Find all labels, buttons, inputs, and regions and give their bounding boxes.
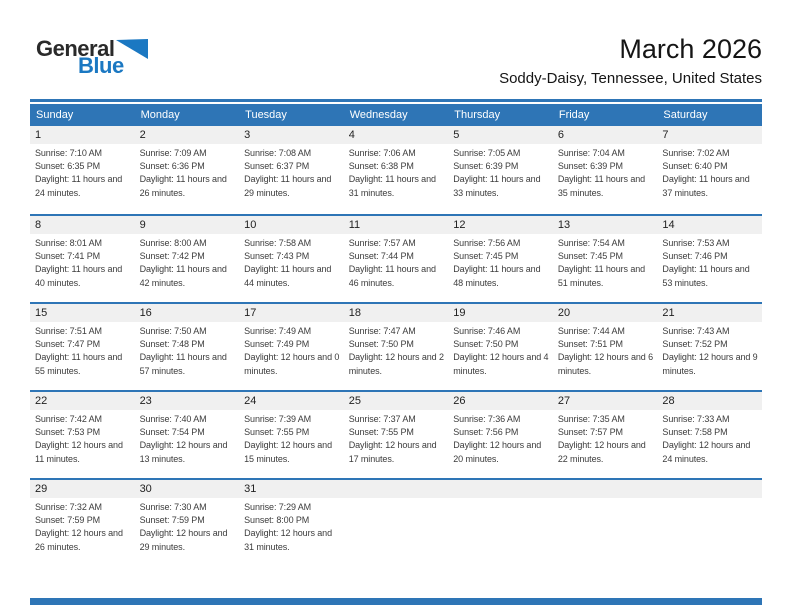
daylight-text: Daylight: 11 hours and 31 minutes. [348,174,436,198]
day-cell [239,126,344,214]
day-details [239,322,344,378]
sunrise-text: Sunrise: 7:57 AM [348,238,416,248]
day-number: 21 [657,304,762,322]
day-details [448,234,553,290]
sunset-text: Sunset: 7:42 PM [139,251,205,262]
day-number: 29 [30,480,135,498]
day-number: 9 [135,216,240,234]
day-number: 17 [239,304,344,322]
day-details [657,234,762,290]
sunrise-text: Sunrise: 7:33 AM [662,414,730,424]
sunset-text: Sunset: 6:39 PM [557,161,623,172]
week-row [30,478,762,566]
page-subtitle: Soddy-Daisy, Tennessee, United States [499,70,762,87]
day-details [657,322,762,378]
day-cell [448,304,553,390]
day-cell [657,304,762,390]
day-cell [135,392,240,478]
day-cell [448,216,553,302]
day-cell [657,392,762,478]
sunset-text: Sunset: 7:43 PM [244,251,310,262]
day-cell [30,392,135,478]
sunrise-text: Sunrise: 7:32 AM [35,502,102,512]
daylight-text: Daylight: 12 hours and 2 minutes. [348,352,444,376]
day-cell [135,126,240,214]
weekday-tuesday: Tuesday [245,109,287,121]
day-number: 4 [344,126,449,144]
sunset-text: Sunset: 7:59 PM [139,515,205,526]
day-details [135,322,240,378]
day-number: 12 [448,216,553,234]
day-details [344,410,449,466]
day-number: 24 [239,392,344,410]
daylight-text: Daylight: 11 hours and 40 minutes. [35,264,123,288]
daylight-text: Daylight: 12 hours and 22 minutes. [557,440,646,464]
day-cell [448,392,553,478]
day-number: 16 [135,304,240,322]
day-cell [553,216,658,302]
day-details [30,234,135,290]
daylight-text: Daylight: 12 hours and 11 minutes. [35,440,123,464]
sunset-text: Sunset: 7:53 PM [35,427,101,438]
day-details [448,410,553,466]
day-cell [344,216,449,302]
sunrise-text: Sunrise: 7:56 AM [453,238,521,248]
day-number: 5 [448,126,553,144]
day-cell [135,304,240,390]
sunrise-text: Sunrise: 7:47 AM [348,326,416,336]
sunset-text: Sunset: 6:38 PM [348,161,414,172]
daylight-text: Daylight: 11 hours and 55 minutes. [35,352,123,376]
day-number: 27 [553,392,658,410]
weekday-sunday: Sunday [36,109,74,121]
day-number [657,480,762,498]
day-details [553,410,658,466]
weekday-saturday: Saturday [663,109,708,121]
day-cell [657,126,762,214]
sunrise-text: Sunrise: 7:50 AM [139,326,207,336]
sunset-text: Sunset: 7:44 PM [348,251,414,262]
day-details [135,144,240,200]
daylight-text: Daylight: 11 hours and 51 minutes. [557,264,646,288]
sunrise-text: Sunrise: 7:36 AM [453,414,521,424]
daylight-text: Daylight: 12 hours and 0 minutes. [244,352,340,376]
daylight-text: Daylight: 12 hours and 24 minutes. [662,440,751,464]
day-cell [344,126,449,214]
general-blue-logo [36,38,148,76]
page-title: March 2026 [619,34,762,64]
day-number: 28 [657,392,762,410]
day-details [344,322,449,378]
sunrise-text: Sunrise: 7:49 AM [244,326,312,336]
sunset-text: Sunset: 6:36 PM [139,161,205,172]
daylight-text: Daylight: 11 hours and 24 minutes. [35,174,123,198]
daylight-text: Daylight: 11 hours and 44 minutes. [244,264,332,288]
sunset-text: Sunset: 7:41 PM [35,251,101,262]
week-row [30,126,762,214]
daylight-text: Daylight: 12 hours and 29 minutes. [139,528,228,552]
sunrise-text: Sunrise: 7:53 AM [662,238,730,248]
day-details [239,498,344,554]
day-cell [135,216,240,302]
sunset-text: Sunset: 7:54 PM [139,427,205,438]
day-cell [135,480,240,566]
sunset-text: Sunset: 7:45 PM [453,251,519,262]
sunset-text: Sunset: 7:49 PM [244,339,310,350]
sunset-text: Sunset: 6:40 PM [662,161,728,172]
calendar-weeks [30,126,762,566]
sunrise-text: Sunrise: 7:54 AM [557,238,625,248]
day-number: 2 [135,126,240,144]
title-divider [30,99,762,102]
day-details [553,234,658,290]
day-number: 23 [135,392,240,410]
day-number [344,480,449,498]
day-details [135,498,240,554]
daylight-text: Daylight: 12 hours and 13 minutes. [139,440,228,464]
sunrise-text: Sunrise: 7:51 AM [35,326,102,336]
day-cell [239,392,344,478]
day-details [135,234,240,290]
day-details [30,144,135,200]
sunset-text: Sunset: 7:50 PM [348,339,414,350]
day-cell [239,216,344,302]
sunset-text: Sunset: 8:00 PM [244,515,310,526]
day-details [657,410,762,466]
day-cell [448,126,553,214]
day-number: 8 [30,216,135,234]
daylight-text: Daylight: 12 hours and 6 minutes. [557,352,654,376]
sunrise-text: Sunrise: 7:44 AM [557,326,625,336]
daylight-text: Daylight: 11 hours and 37 minutes. [662,174,750,198]
day-details [448,144,553,200]
empty-day-cell [657,480,762,566]
title-block [499,34,762,89]
day-number [448,480,553,498]
sunrise-text: Sunrise: 7:30 AM [139,502,207,512]
daylight-text: Daylight: 11 hours and 53 minutes. [662,264,750,288]
sunrise-text: Sunrise: 7:09 AM [139,148,207,158]
sunset-text: Sunset: 7:56 PM [453,427,519,438]
sunrise-text: Sunrise: 7:02 AM [662,148,730,158]
daylight-text: Daylight: 12 hours and 26 minutes. [35,528,123,552]
sunrise-text: Sunrise: 7:05 AM [453,148,521,158]
daylight-text: Daylight: 12 hours and 20 minutes. [453,440,542,464]
sunset-text: Sunset: 7:58 PM [662,427,728,438]
logo-text-general: General [36,36,115,61]
daylight-text: Daylight: 12 hours and 9 minutes. [662,352,758,376]
sunrise-text: Sunrise: 7:46 AM [453,326,521,336]
sunrise-text: Sunrise: 7:58 AM [244,238,312,248]
day-cell [657,216,762,302]
sunrise-text: Sunrise: 7:29 AM [244,502,312,512]
sunset-text: Sunset: 7:59 PM [35,515,101,526]
day-number [553,480,658,498]
sunset-text: Sunset: 7:45 PM [557,251,623,262]
week-row [30,390,762,478]
sunrise-text: Sunrise: 8:00 AM [139,238,207,248]
day-cell [239,480,344,566]
sunset-text: Sunset: 7:57 PM [557,427,623,438]
day-cell [344,304,449,390]
sunrise-text: Sunrise: 7:06 AM [348,148,416,158]
day-cell [30,216,135,302]
day-details [448,322,553,378]
empty-day-cell [344,480,449,566]
sunset-text: Sunset: 7:51 PM [557,339,623,350]
day-number: 19 [448,304,553,322]
sunrise-text: Sunrise: 7:40 AM [139,414,207,424]
day-details [30,322,135,378]
sunset-text: Sunset: 7:55 PM [348,427,414,438]
week-row [30,302,762,390]
day-details [344,234,449,290]
empty-day-cell [553,480,658,566]
day-details [135,410,240,466]
day-details [239,144,344,200]
sunset-text: Sunset: 7:48 PM [139,339,205,350]
day-details [239,234,344,290]
day-cell [553,304,658,390]
sunset-text: Sunset: 6:37 PM [244,161,310,172]
day-number: 3 [239,126,344,144]
day-number: 14 [657,216,762,234]
calendar-grid [30,104,762,566]
sunset-text: Sunset: 6:39 PM [453,161,519,172]
day-details [239,410,344,466]
day-cell [239,304,344,390]
day-number: 7 [657,126,762,144]
day-cell [30,126,135,214]
empty-day-cell [448,480,553,566]
sunset-text: Sunset: 7:55 PM [244,427,310,438]
weekday-friday: Friday [558,109,590,121]
day-number: 15 [30,304,135,322]
daylight-text: Daylight: 11 hours and 48 minutes. [453,264,541,288]
sunrise-text: Sunrise: 7:37 AM [348,414,416,424]
weekday-monday: Monday [140,109,180,121]
daylight-text: Daylight: 12 hours and 15 minutes. [244,440,332,464]
day-number: 25 [344,392,449,410]
day-number: 13 [553,216,658,234]
day-number: 26 [448,392,553,410]
weekday-header-row [30,104,762,126]
day-number: 10 [239,216,344,234]
sunrise-text: Sunrise: 7:35 AM [557,414,625,424]
day-number: 11 [344,216,449,234]
day-details [553,144,658,200]
sunset-text: Sunset: 7:52 PM [662,339,728,350]
weekday-thursday: Thursday [454,109,501,121]
sunrise-text: Sunrise: 7:10 AM [35,148,102,158]
day-details [30,498,135,554]
logo-text-blue: Blue [78,53,124,78]
sunrise-text: Sunrise: 8:01 AM [35,238,102,248]
sunset-text: Sunset: 7:47 PM [35,339,101,350]
sunrise-text: Sunrise: 7:39 AM [244,414,312,424]
day-number: 31 [239,480,344,498]
daylight-text: Daylight: 11 hours and 26 minutes. [139,174,227,198]
day-details [30,410,135,466]
sunrise-text: Sunrise: 7:42 AM [35,414,102,424]
sunrise-text: Sunrise: 7:04 AM [557,148,625,158]
daylight-text: Daylight: 11 hours and 42 minutes. [139,264,227,288]
day-number: 22 [30,392,135,410]
footer-bar [30,598,762,605]
day-number: 1 [30,126,135,144]
day-cell [553,126,658,214]
daylight-text: Daylight: 12 hours and 31 minutes. [244,528,332,552]
daylight-text: Daylight: 11 hours and 46 minutes. [348,264,436,288]
day-number: 20 [553,304,658,322]
day-details [344,144,449,200]
day-number: 6 [553,126,658,144]
daylight-text: Daylight: 11 hours and 57 minutes. [139,352,227,376]
sunrise-text: Sunrise: 7:08 AM [244,148,312,158]
week-row [30,214,762,302]
daylight-text: Daylight: 12 hours and 17 minutes. [348,440,437,464]
day-cell [553,392,658,478]
daylight-text: Daylight: 11 hours and 35 minutes. [557,174,646,198]
sunset-text: Sunset: 7:50 PM [453,339,519,350]
day-number: 30 [135,480,240,498]
day-cell [30,480,135,566]
sunset-text: Sunset: 7:46 PM [662,251,728,262]
daylight-text: Daylight: 11 hours and 29 minutes. [244,174,332,198]
weekday-wednesday: Wednesday [349,109,408,121]
day-cell [344,392,449,478]
day-details [657,144,762,200]
sunrise-text: Sunrise: 7:43 AM [662,326,730,336]
day-number: 18 [344,304,449,322]
day-cell [30,304,135,390]
daylight-text: Daylight: 12 hours and 4 minutes. [453,352,549,376]
sunset-text: Sunset: 6:35 PM [35,161,101,172]
daylight-text: Daylight: 11 hours and 33 minutes. [453,174,541,198]
day-details [553,322,658,378]
